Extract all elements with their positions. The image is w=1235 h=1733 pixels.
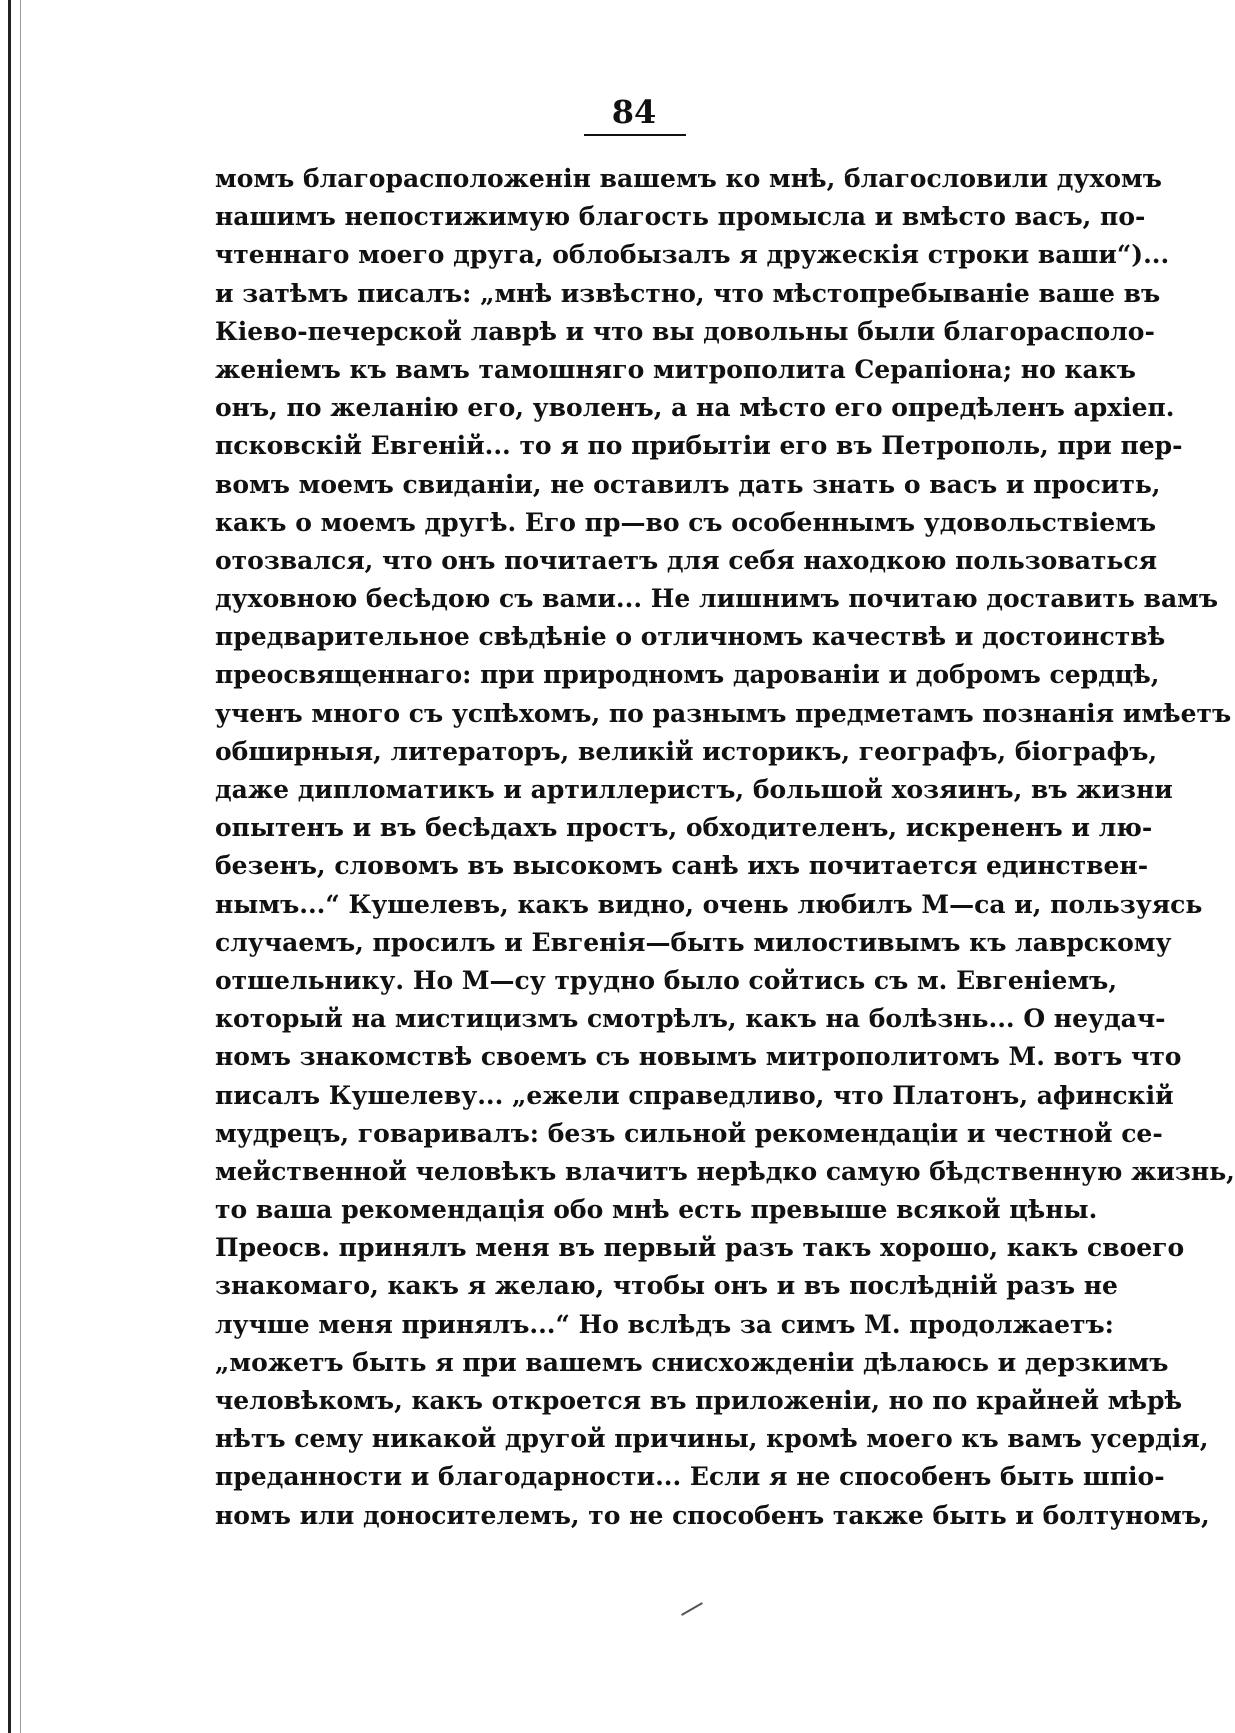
- text-line: предварительное свѣдѣніе о отличномъ качествѣ и достоинствѣ: [215, 622, 1166, 652]
- body-text: [215, 160, 1235, 1535]
- text-line: Кіево-печерской лаврѣ и что вы довольны были благорасполо-: [215, 316, 1155, 346]
- page-number-rule: [584, 134, 686, 136]
- stray-ink-mark: [681, 1602, 703, 1616]
- text-line: даже дипломатикъ и артиллеристъ, большой хозяинъ, въ жизни: [215, 775, 1173, 804]
- text-line: человѣкомъ, какъ откроется въ приложеніи, но по крайней мѣрѣ: [215, 1386, 1183, 1415]
- text-line: лучше меня принялъ...“ Но вслѣдъ за симъ М. продолжаетъ:: [215, 1309, 1114, 1339]
- text-line: отшельнику. Но М—су трудно было сойтись съ м. Евгеніемъ,: [215, 965, 1118, 995]
- text-line: обширныя, литераторъ, великій историкъ, географъ, біографъ,: [215, 736, 1158, 766]
- text-line: чтеннаго моего друга, облобызалъ я дружескія строки ваши“)...: [215, 240, 1170, 270]
- text-line: онъ, по желанію его, уволенъ, а на мѣсто его опредѣленъ архіеп.: [215, 393, 1175, 423]
- text-line: ученъ много съ успѣхомъ, по разнымъ предметамъ познанія имѣетъ: [215, 698, 1232, 728]
- text-line: момъ благорасположенін вашемъ ко мнѣ, благословили духомъ: [215, 164, 1162, 193]
- text-line: псковскій Евгеній... то я по прибытіи его въ Петрополь, при пер-: [215, 431, 1183, 461]
- text-line: мудрецъ, говаривалъ: безъ сильной рекомендаціи и честной се-: [215, 1118, 1163, 1148]
- text-line: преданности и благодарности... Если я не способенъ быть шпіо-: [215, 1462, 1165, 1492]
- text-line: писалъ Кушелеву... „ежели справедливо, что Платонъ, афинскій: [215, 1080, 1174, 1110]
- text-line: какъ о моемъ другѣ. Его пр—во съ особеннымъ удовольствіемъ: [215, 507, 1157, 537]
- text-line: и затѣмъ писалъ: „мнѣ извѣстно, что мѣстопребываніе ваше въ: [215, 278, 1161, 308]
- text-line: номъ или доносителемъ, то не способенъ также быть и болтуномъ,: [215, 1500, 1210, 1530]
- text-line: нашимъ непостижимую благость промысла и вмѣсто васъ, по-: [215, 202, 1146, 232]
- page-binding-shadow: [20, 0, 21, 1733]
- text-line: который на мистицизмъ смотрѣлъ, какъ на болѣзнь... О неудач-: [215, 1004, 1166, 1034]
- text-line: вомъ моемъ свиданіи, не оставилъ дать знать о васъ и просить,: [215, 469, 1161, 499]
- text-line: безенъ, словомъ въ высокомъ санѣ ихъ почитается единствен-: [215, 851, 1149, 881]
- text-line: нѣтъ сему никакой другой причины, кромѣ моего къ вамъ усердія,: [215, 1424, 1209, 1454]
- page-number: 84: [611, 93, 657, 131]
- text-line: духовною бесѣдою съ вами... Не лишнимъ почитаю доставить вамъ: [215, 584, 1219, 614]
- text-line: нымъ...“ Кушелевъ, какъ видно, очень любилъ М—са и, пользуясь: [215, 889, 1203, 919]
- text-line: преосвященнаго: при природномъ дарованіи и добромъ сердцѣ,: [215, 660, 1160, 690]
- text-line: „можетъ быть я при вашемъ снисхожденіи дѣлаюсь и дерзкимъ: [215, 1347, 1169, 1377]
- text-line: мейственной человѣкъ влачитъ нерѣдко самую бѣдственную жизнь,: [215, 1156, 1235, 1186]
- text-line: то ваша рекомендація обо мнѣ есть превыше всякой цѣны.: [215, 1195, 1098, 1225]
- text-line: знакомаго, какъ я желаю, чтобы онъ и въ послѣдній разъ не: [215, 1271, 1118, 1301]
- text-line: номъ знакомствѣ своемъ съ новымъ митрополитомъ М. вотъ что: [215, 1042, 1182, 1072]
- text-line: Преосв. принялъ меня въ первый разъ такъ хорошо, какъ своего: [215, 1233, 1185, 1263]
- page-binding-edge: [8, 0, 11, 1733]
- text-line: случаемъ, просилъ и Евгенія—быть милостивымъ къ лаврскому: [215, 927, 1172, 957]
- text-line: отозвался, что онъ почитаетъ для себя находкою пользоваться: [215, 545, 1158, 575]
- text-line: опытенъ и въ бесѣдахъ простъ, обходителенъ, искрененъ и лю-: [215, 813, 1153, 843]
- text-line: женіемъ къ вамъ тамошняго митрополита Серапіона; но какъ: [215, 354, 1136, 384]
